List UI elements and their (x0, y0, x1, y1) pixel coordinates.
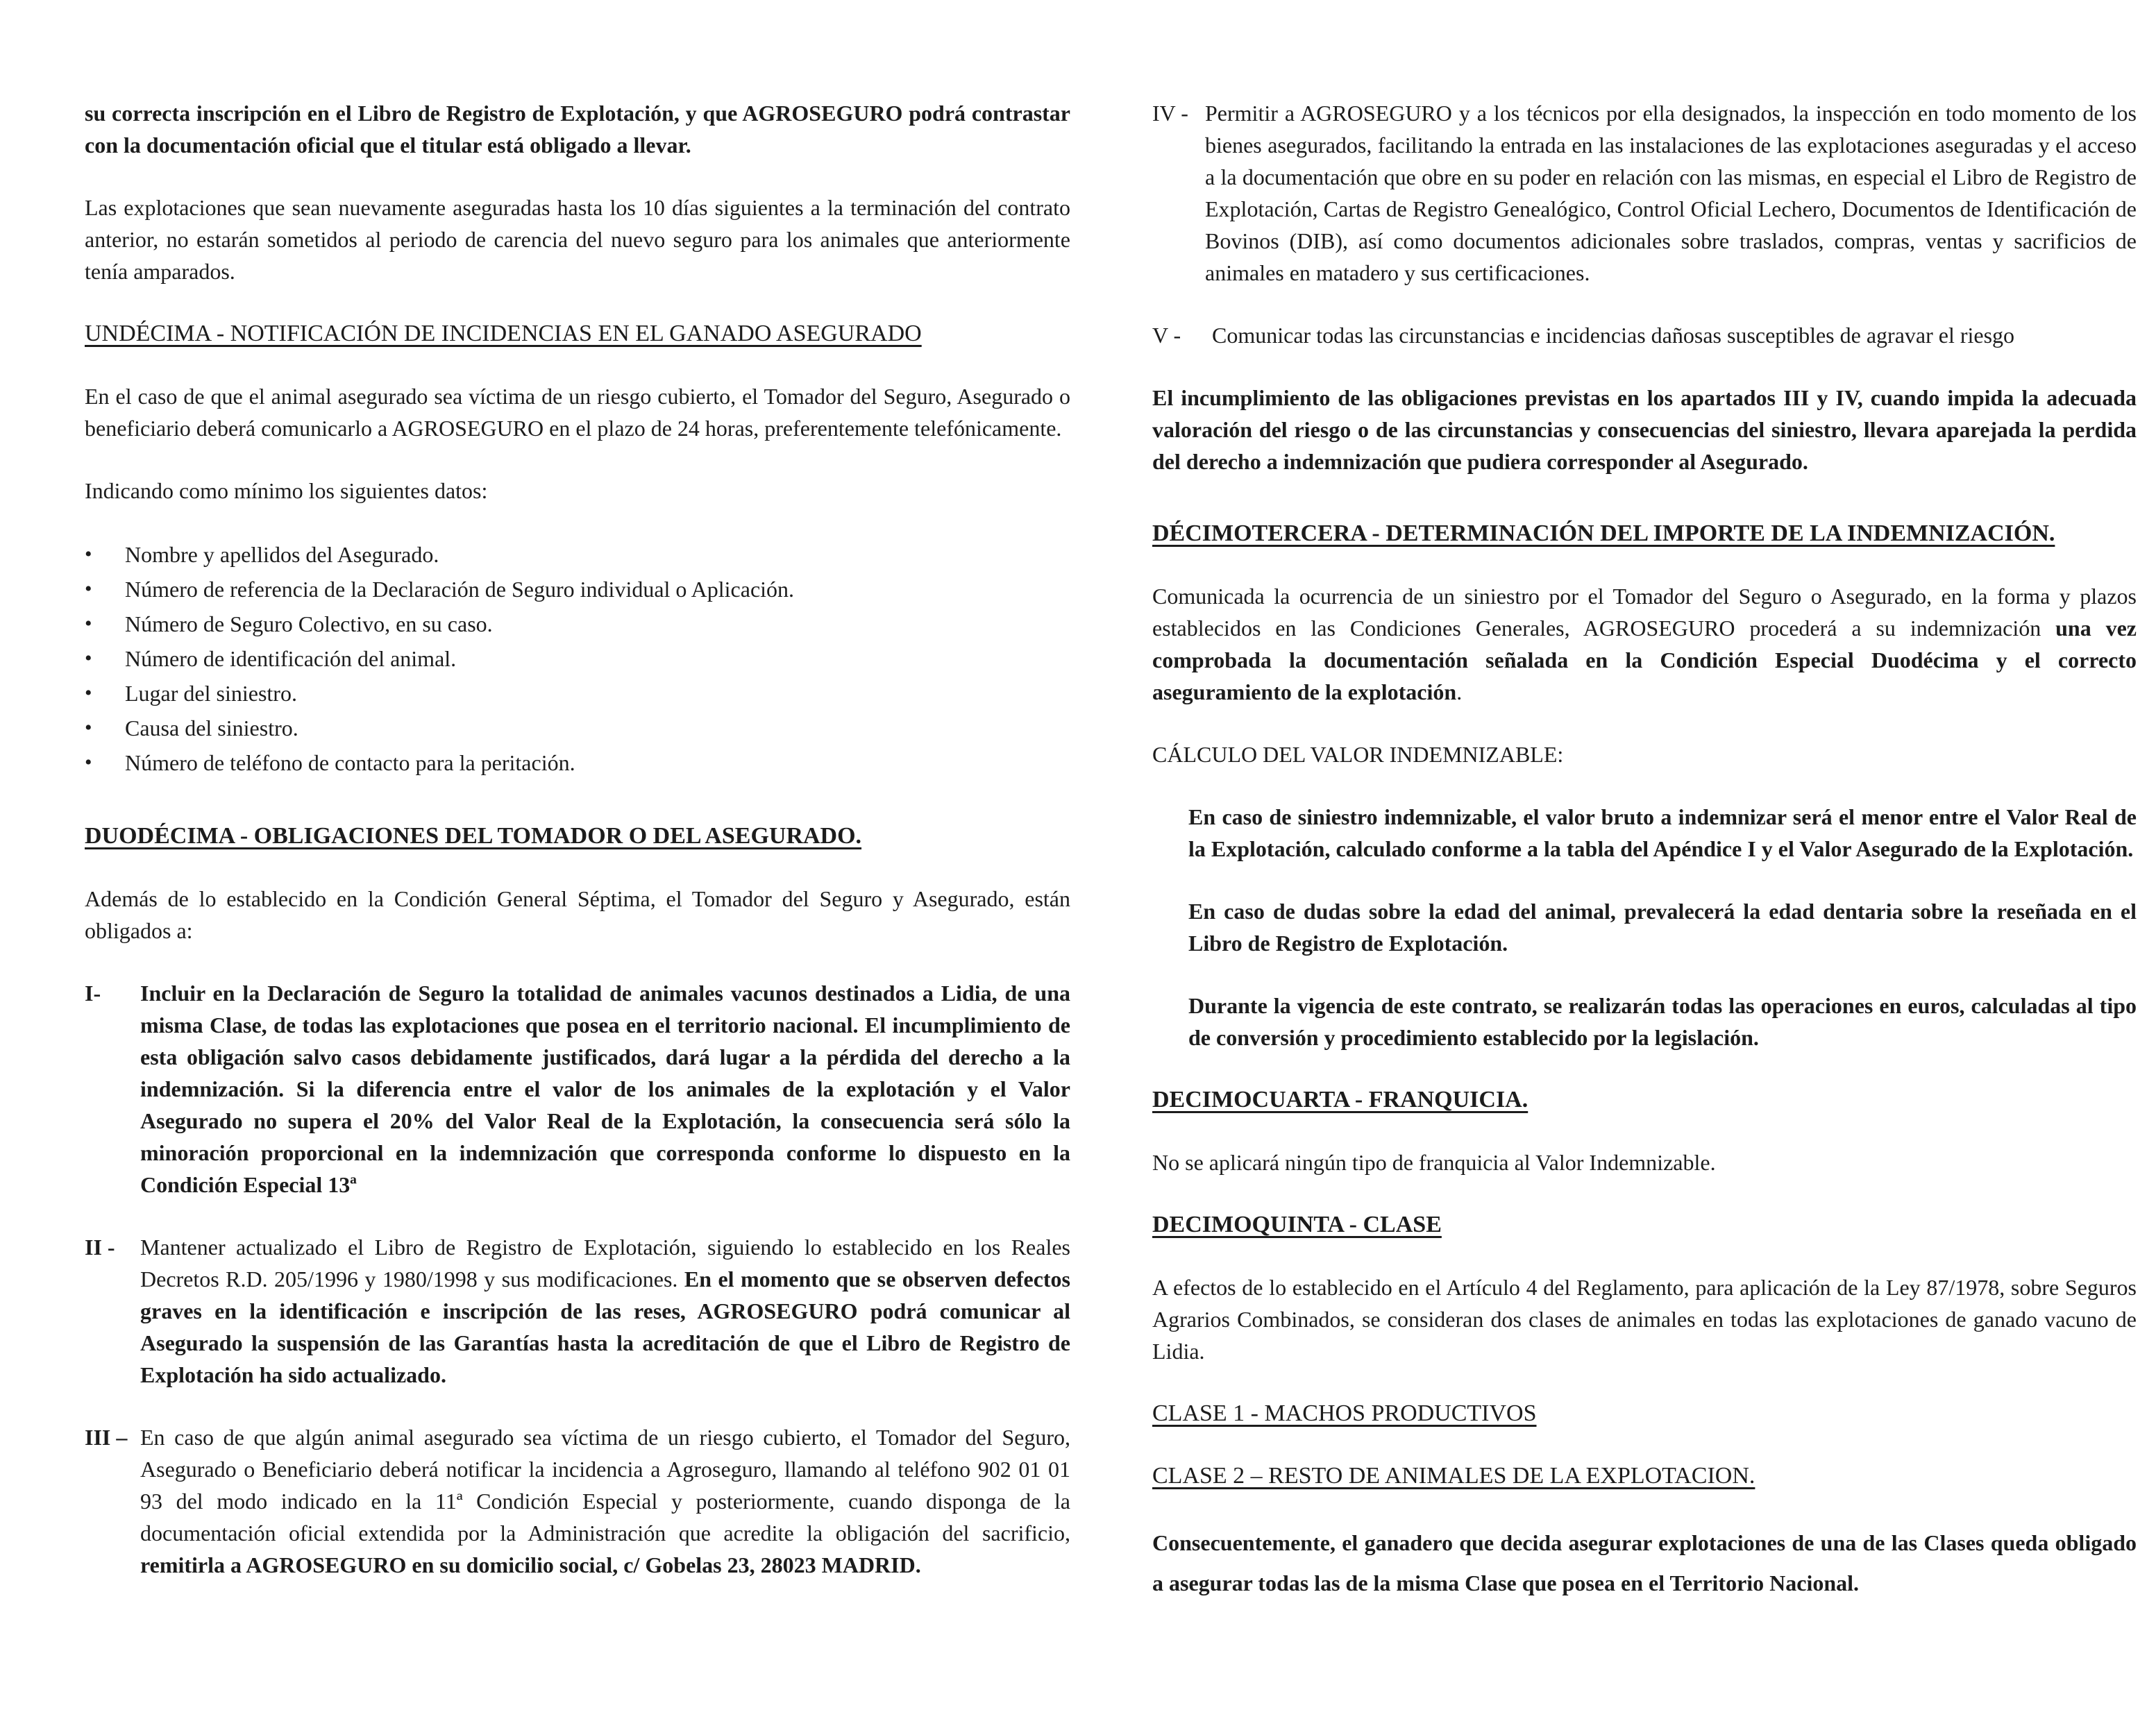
final-bold-paragraph: Consecuentemente, el ganadero que decida asegurar explotaciones de una de las Clases queda obligado a asegurar todas las de la misma Clase que posea en el Territorio Nacional. (1152, 1530, 2137, 1595)
calculation-paragraph-2: En caso de dudas sobre la edad del animal, prevalecerá la edad dentaria sobre la reseñada en el Libro de Registro de Explotación. (1188, 899, 2137, 956)
section-12-heading: DUODÉCIMA - OBLIGACIONES DEL TOMADOR O DEL ASEGURADO. (85, 823, 862, 849)
obligation-item-1 (85, 977, 1070, 1201)
section-13-heading: DÉCIMOTERCERA - DETERMINACIÓN DEL IMPORTE DE LA INDEMNIZACIÓN. (1152, 520, 2055, 546)
item-number: III – (85, 1425, 128, 1450)
item-text: Permitir a AGROSEGURO y a los técnicos por ella designados, la inspección en todo momento de los bienes asegurados, facilitando la entrada en las instalaciones de las explotaciones aseguradas y el acceso a la documentación que obre en su poder en relación con las mismas, en especial el Libro de Registro de Explotación, Cartas de Registro Genealógico, Control Oficial Lechero, Documentos de Identificación de Bovinos (DIB), así como documentos adicionales sobre traslados, compras, ventas y sacrificios de animales en matadero y sus certificaciones. (1205, 101, 2137, 285)
list-item: • Número de referencia de la Declaración de Seguro individual o Aplicación. (85, 572, 1070, 607)
list-item: • Nombre y apellidos del Asegurado. (85, 537, 1070, 572)
item-text-regular: Mantener actualizado el Libro de Registro de Explotación, siguiendo lo establecido en los Reales Decretos R.D. 205/1996 y 1980/1998 y sus modificaciones. (140, 1235, 1070, 1292)
list-item: • Número de identificación del animal. (85, 641, 1070, 676)
section-11-heading: UNDÉCIMA - NOTIFICACIÓN DE INCIDENCIAS EN EL GANADO ASEGURADO (85, 321, 922, 346)
item-text: Comunicar todas las circunstancias e incidencias dañosas susceptibles de agravar el riesgo (1212, 323, 2015, 348)
paragraph-end: . (1456, 679, 1463, 704)
paragraph-regular: Comunicada la ocurrencia de un siniestro por el Tomador del Seguro o Asegurado, en la forma y plazos establecidos en las Condiciones Generales, AGROSEGURO procederá a su indemnización (1152, 584, 2137, 641)
list-item: • Causa del siniestro. (85, 711, 1070, 745)
obligation-item-3 (85, 1421, 1070, 1581)
calculation-paragraph-3: Durante la vigencia de este contrato, se realizarán todas las operaciones en euros, calculadas al tipo de conversión y procedimiento establecido por la legislación. (1188, 993, 2137, 1050)
item-number: II - (85, 1235, 115, 1260)
obligation-item-4 (1152, 97, 2137, 289)
list-item: • Número de Seguro Colectivo, en su caso. (85, 607, 1070, 641)
intro-bold-paragraph: su correcta inscripción en el Libro de Registro de Explotación, y que AGROSEGURO podrá contrastar con la documentación oficial que el titular está obligado a llevar. (85, 101, 1070, 158)
paragraph-bold: una vez comprobada la documentación señalada en la Condición Especial Duodécima y el correcto aseguramiento de la explotación (1152, 616, 2137, 704)
section-14-paragraph: No se aplicará ningún tipo de franquicia al Valor Indemnizable. (1152, 1150, 1716, 1175)
item-text-bold: remitirla a AGROSEGURO en su domicilio social, c/ Gobelas 23, 28023 MADRID. (140, 1552, 921, 1577)
item-number: IV - (1152, 101, 1188, 126)
item-text (140, 1421, 1070, 1581)
section-14-heading: DECIMOCUARTA - FRANQUICIA. (1152, 1087, 1528, 1112)
section-11-data-intro: Indicando como mínimo los siguientes datos: (85, 478, 488, 503)
list-item: • Lugar del siniestro. (85, 676, 1070, 711)
section-12-intro: Además de lo establecido en la Condición General Séptima, el Tomador del Seguro y Asegurado, están obligados a: (85, 886, 1070, 943)
section-15-heading: DECIMOQUINTA - CLASE (1152, 1212, 1442, 1237)
obligations-consequence-paragraph: El incumplimiento de las obligaciones previstas en los apartados III y IV, cuando impida la adecuada valoración del riesgo o de las circunstancias y consecuencias del siniestro, llevara aparejada la perdida del derecho a indemnización que pudiera corresponder al Asegurado. (1152, 385, 2137, 474)
calculation-heading: CÁLCULO DEL VALOR INDEMNIZABLE: (1152, 742, 1564, 767)
left-column (85, 97, 1070, 1581)
class-2-heading: CLASE 2 – RESTO DE ANIMALES DE LA EXPLOTACION. (1152, 1463, 1755, 1489)
section-11-paragraph: En el caso de que el animal asegurado sea víctima de un riesgo cubierto, el Tomador del Seguro, Asegurado o beneficiario deberá comunicarlo a AGROSEGURO en el plazo de 24 horas, preferentemente telefónicamente. (85, 384, 1070, 441)
class-1-heading: CLASE 1 - MACHOS PRODUCTIVOS (1152, 1400, 1537, 1426)
item-text-regular: En caso de que algún animal asegurado sea víctima de un riesgo cubierto, el Tomador del Seguro, Asegurado o Beneficiario deberá notificar la incidencia a Agroseguro, llamando al teléfono 902 01 01 93 del modo indicado en la 11ª Condición Especial y posteriormente, cuando disponga de la documentación oficial extendida por la Administración que acredite la obligación del sacrificio, (140, 1425, 1070, 1546)
item-number: V - (1152, 323, 1181, 348)
obligation-item-5 (1152, 319, 2137, 351)
item-text: Incluir en la Declaración de Seguro la totalidad de animales vacunos destinados a Lidia, de una misma Clase, de todas las explotaciones que posea en el territorio nacional. El incumplimiento de esta obligación salvo casos debidamente justificados, dará lugar a la pérdida del derecho a la indemnización. Si la diferencia entre el valor de los animales de la explotación y el Valor Asegurado no supera el 20% del Valor Real de la Explotación, la consecuencia será sólo la minoración proporcional en la indemnización que corresponda conforme lo dispuesto en la Condición Especial 13ª (140, 981, 1070, 1197)
intro-paragraph: Las explotaciones que sean nuevamente aseguradas hasta los 10 días siguientes a la terminación del contrato anterior, no estarán sometidos al periodo de carencia del nuevo seguro para los animales que anteriormente tenía amparados. (85, 195, 1070, 284)
list-item: • Número de teléfono de contacto para la peritación. (85, 745, 1070, 780)
required-data-list (85, 537, 1070, 780)
item-text-bold: En el momento que se observen defectos graves en la identificación e inscripción de las reses, AGROSEGURO podrá comunicar al Asegurado la suspensión de las Garantías hasta la acreditación de que el Libro de Registro de Explotación ha sido actualizado. (140, 1267, 1071, 1387)
calculation-paragraph-1: En caso de siniestro indemnizable, el valor bruto a indemnizar será el menor entre el Valor Real de la Explotación, calculado conforme a la tabla del Apéndice I y el Valor Asegurado de la Explotación. (1188, 804, 2137, 861)
obligation-item-2 (85, 1231, 1070, 1391)
item-number: I- (85, 981, 101, 1006)
item-text (140, 1231, 1070, 1391)
section-13-paragraph (1152, 580, 2137, 708)
section-15-paragraph: A efectos de lo establecido en el Artículo 4 del Reglamento, para aplicación de la Ley 87/1978, sobre Seguros Agrarios Combinados, se consideran dos clases de animales en todas las explotaciones de ganado vacuno de Lidia. (1152, 1275, 2137, 1364)
right-column (1152, 97, 2137, 1603)
